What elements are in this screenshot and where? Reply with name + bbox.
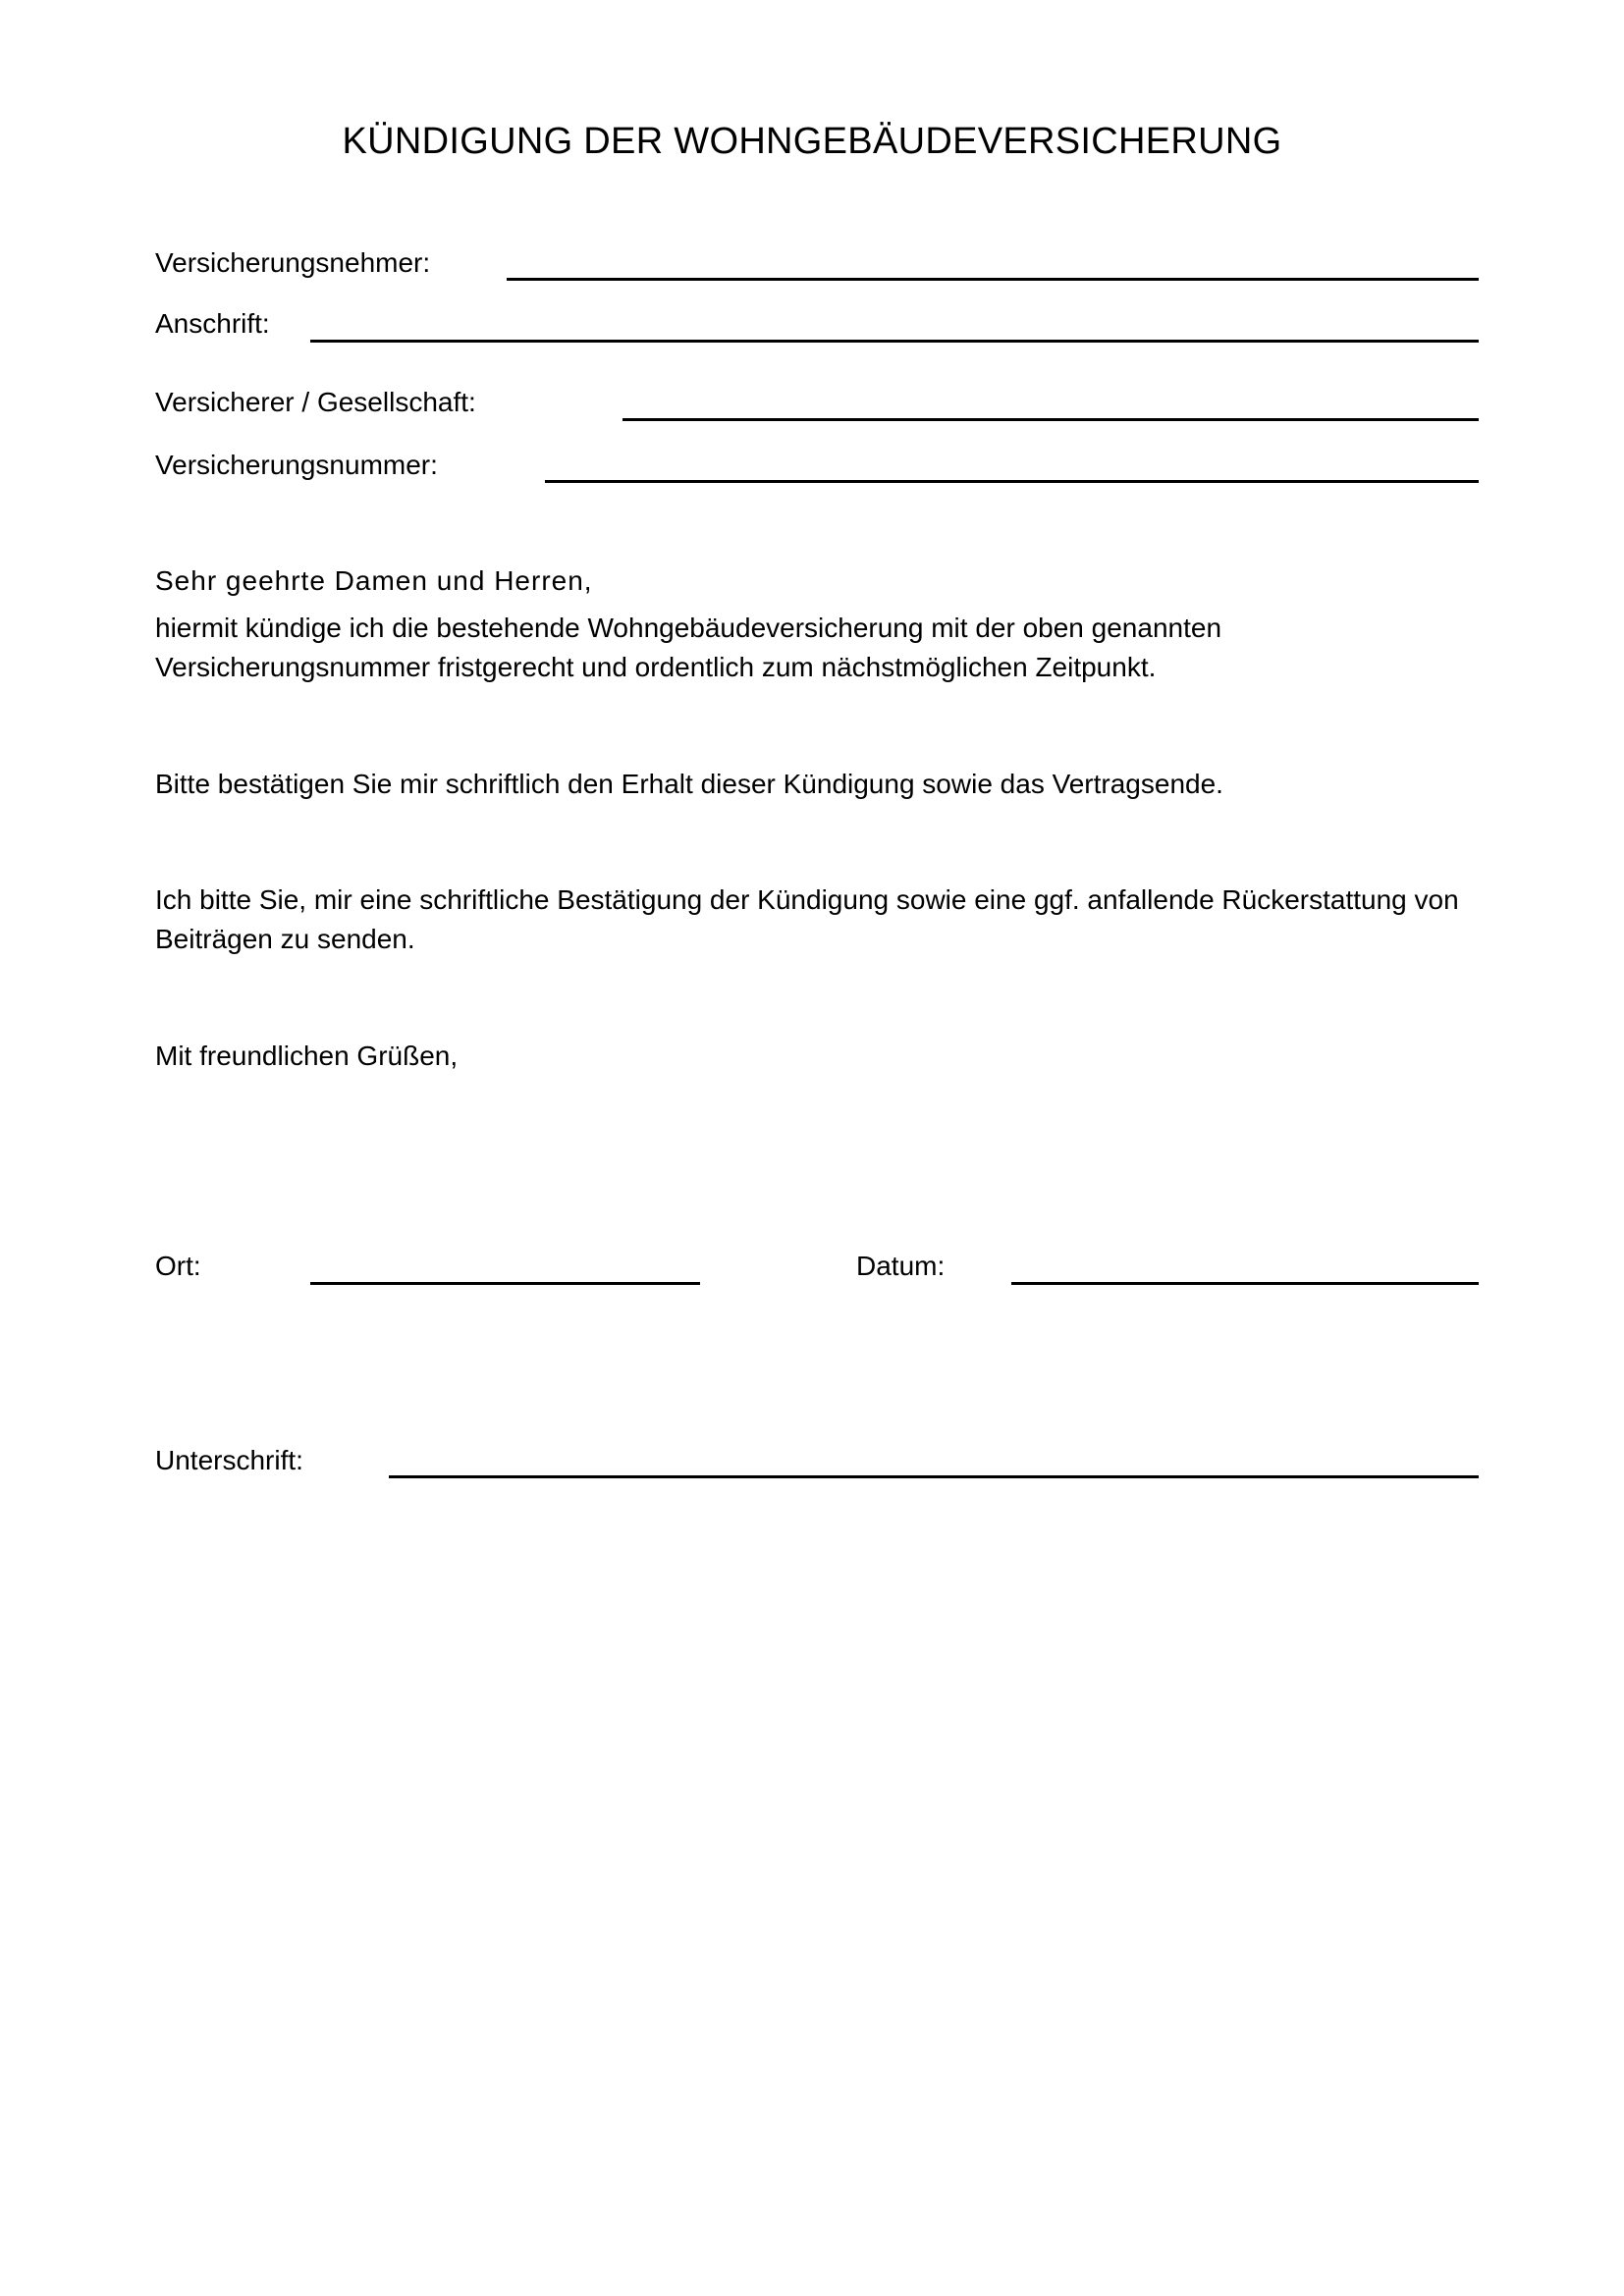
body-paragraph-1-line-2: Versicherungsnummer fristgerecht und ordentlich zum nächstmöglichen Zeitpunkt.	[155, 652, 1157, 682]
closing-phrase: Mit freundlichen Grüßen,	[155, 1041, 459, 1071]
date-field-line[interactable]	[1011, 1282, 1479, 1285]
body-paragraph-2-line-1: Bitte bestätigen Sie mir schriftlich den Erhalt dieser Kündigung sowie das Vertragsende.	[155, 769, 1223, 799]
body-paragraph-1-line-1: hiermit kündige ich die bestehende Wohngebäudeversicherung mit der oben genannten	[155, 613, 1222, 643]
place-label: Ort:	[155, 1251, 201, 1281]
address-field-line[interactable]	[310, 340, 1479, 343]
address-label: Anschrift:	[155, 308, 270, 339]
body-paragraph-3-line-2: Beiträgen zu senden.	[155, 924, 415, 954]
place-field-line[interactable]	[310, 1282, 700, 1285]
date-label: Datum:	[856, 1251, 946, 1281]
policy-number-label: Versicherungsnummer:	[155, 450, 438, 480]
document-title: KÜNDIGUNG DER WOHNGEBÄUDEVERSICHERUNG	[342, 121, 1282, 162]
body-paragraph-3	[155, 881, 1481, 959]
insurer-field-line[interactable]	[623, 418, 1479, 421]
policy-number-field-line[interactable]	[545, 480, 1479, 483]
body-paragraph-3-line-1: Ich bitte Sie, mir eine schriftliche Bestätigung der Kündigung sowie eine ggf. anfallende Rückerstattung von	[155, 884, 1459, 915]
signature-label: Unterschrift:	[155, 1445, 303, 1475]
policyholder-field-line[interactable]	[507, 278, 1479, 281]
insurer-label: Versicherer / Gesellschaft:	[155, 387, 476, 417]
salutation: Sehr geehrte Damen und Herren,	[155, 565, 593, 596]
body-paragraph-1	[155, 609, 1481, 687]
policyholder-label: Versicherungsnehmer:	[155, 247, 431, 278]
body-paragraph-2	[155, 765, 1481, 804]
signature-field-line[interactable]	[389, 1475, 1479, 1478]
